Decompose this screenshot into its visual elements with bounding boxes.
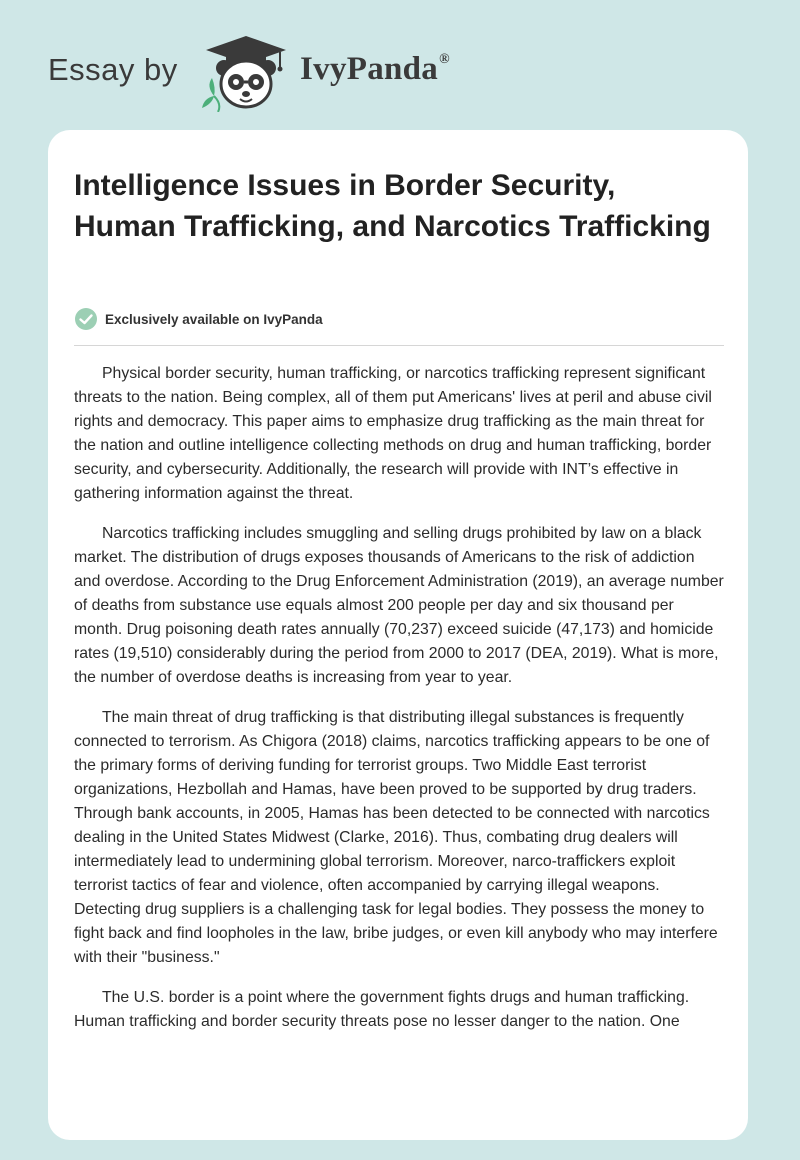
exclusive-badge	[74, 306, 323, 332]
essay-card	[48, 130, 748, 1140]
exclusive-badge-label: Exclusively available on IvyPanda	[105, 311, 323, 327]
check-badge-icon	[74, 307, 98, 331]
paragraph: The main threat of drug trafficking is that distributing illegal substances is frequently connected to terrorism. As Chigora (2018) claims, narcotics trafficking appears to be one of the primary forms of deriving funding for terrorist groups. Two Middle East terrorist organizations, Hezbollah and Hamas, have been proved to be supported by drug traders. Through bank accounts, in 2005, Hamas has been detected to be connected with narcotics dealing in the United States Midwest (Clarke, 2016). Thus, combating drug dealers will intermediately lead to undermining global terrorism. Moreover, narco-traffickers exploit terrorist tactics of fear and violence, often accompanied by carrying illegal weapons. Detecting drug suppliers is a challenging task for legal bodies. They possess the money to fight back and find loopholes in the law, bribe judges, or even kill anybody who may interfere with their "business."	[74, 709, 718, 966]
essay-body	[74, 362, 724, 1050]
essay-by-label: Essay by	[48, 52, 178, 87]
essay-title: Intelligence Issues in Border Security, Human Trafficking, and Narcotics Trafficking	[74, 169, 711, 243]
panda-logo-icon[interactable]	[200, 34, 292, 112]
site-header	[0, 0, 800, 130]
paragraph: Narcotics trafficking includes smuggling and selling drugs prohibited by law on a black market. The distribution of drugs exposes thousands of Americans to the risk of addiction and overdose. According to the Drug Enforcement Administration (2019), an average number of deaths from substance use equals almost 200 people per day and six thousand per month. Drug poisoning death rates annually (70,237) exceed suicide (47,173) and homicide rates (19,510) considerably during the period from 2000 to 2017 (DEA, 2019). What is more, the number of overdose deaths is increasing from year to year.	[74, 525, 724, 686]
paragraph: Physical border security, human trafficking, or narcotics trafficking represent significant threats to the nation. Being complex, all of them put Americans' lives at peril and abuse civil rights and democracy. This paper aims to emphasize drug trafficking as the main threat for the nation and outline intelligence collecting methods on drug and human trafficking, border security, and cybersecurity. Additionally, the research will provide with INT’s effective in gathering information against the threat.	[74, 365, 712, 502]
divider	[74, 345, 724, 346]
paragraph: The U.S. border is a point where the government fights drugs and human trafficking. Human trafficking and border security threats pose no lesser danger to the nation. One	[74, 989, 690, 1030]
brand-name[interactable]: IvyPanda®	[300, 51, 450, 87]
